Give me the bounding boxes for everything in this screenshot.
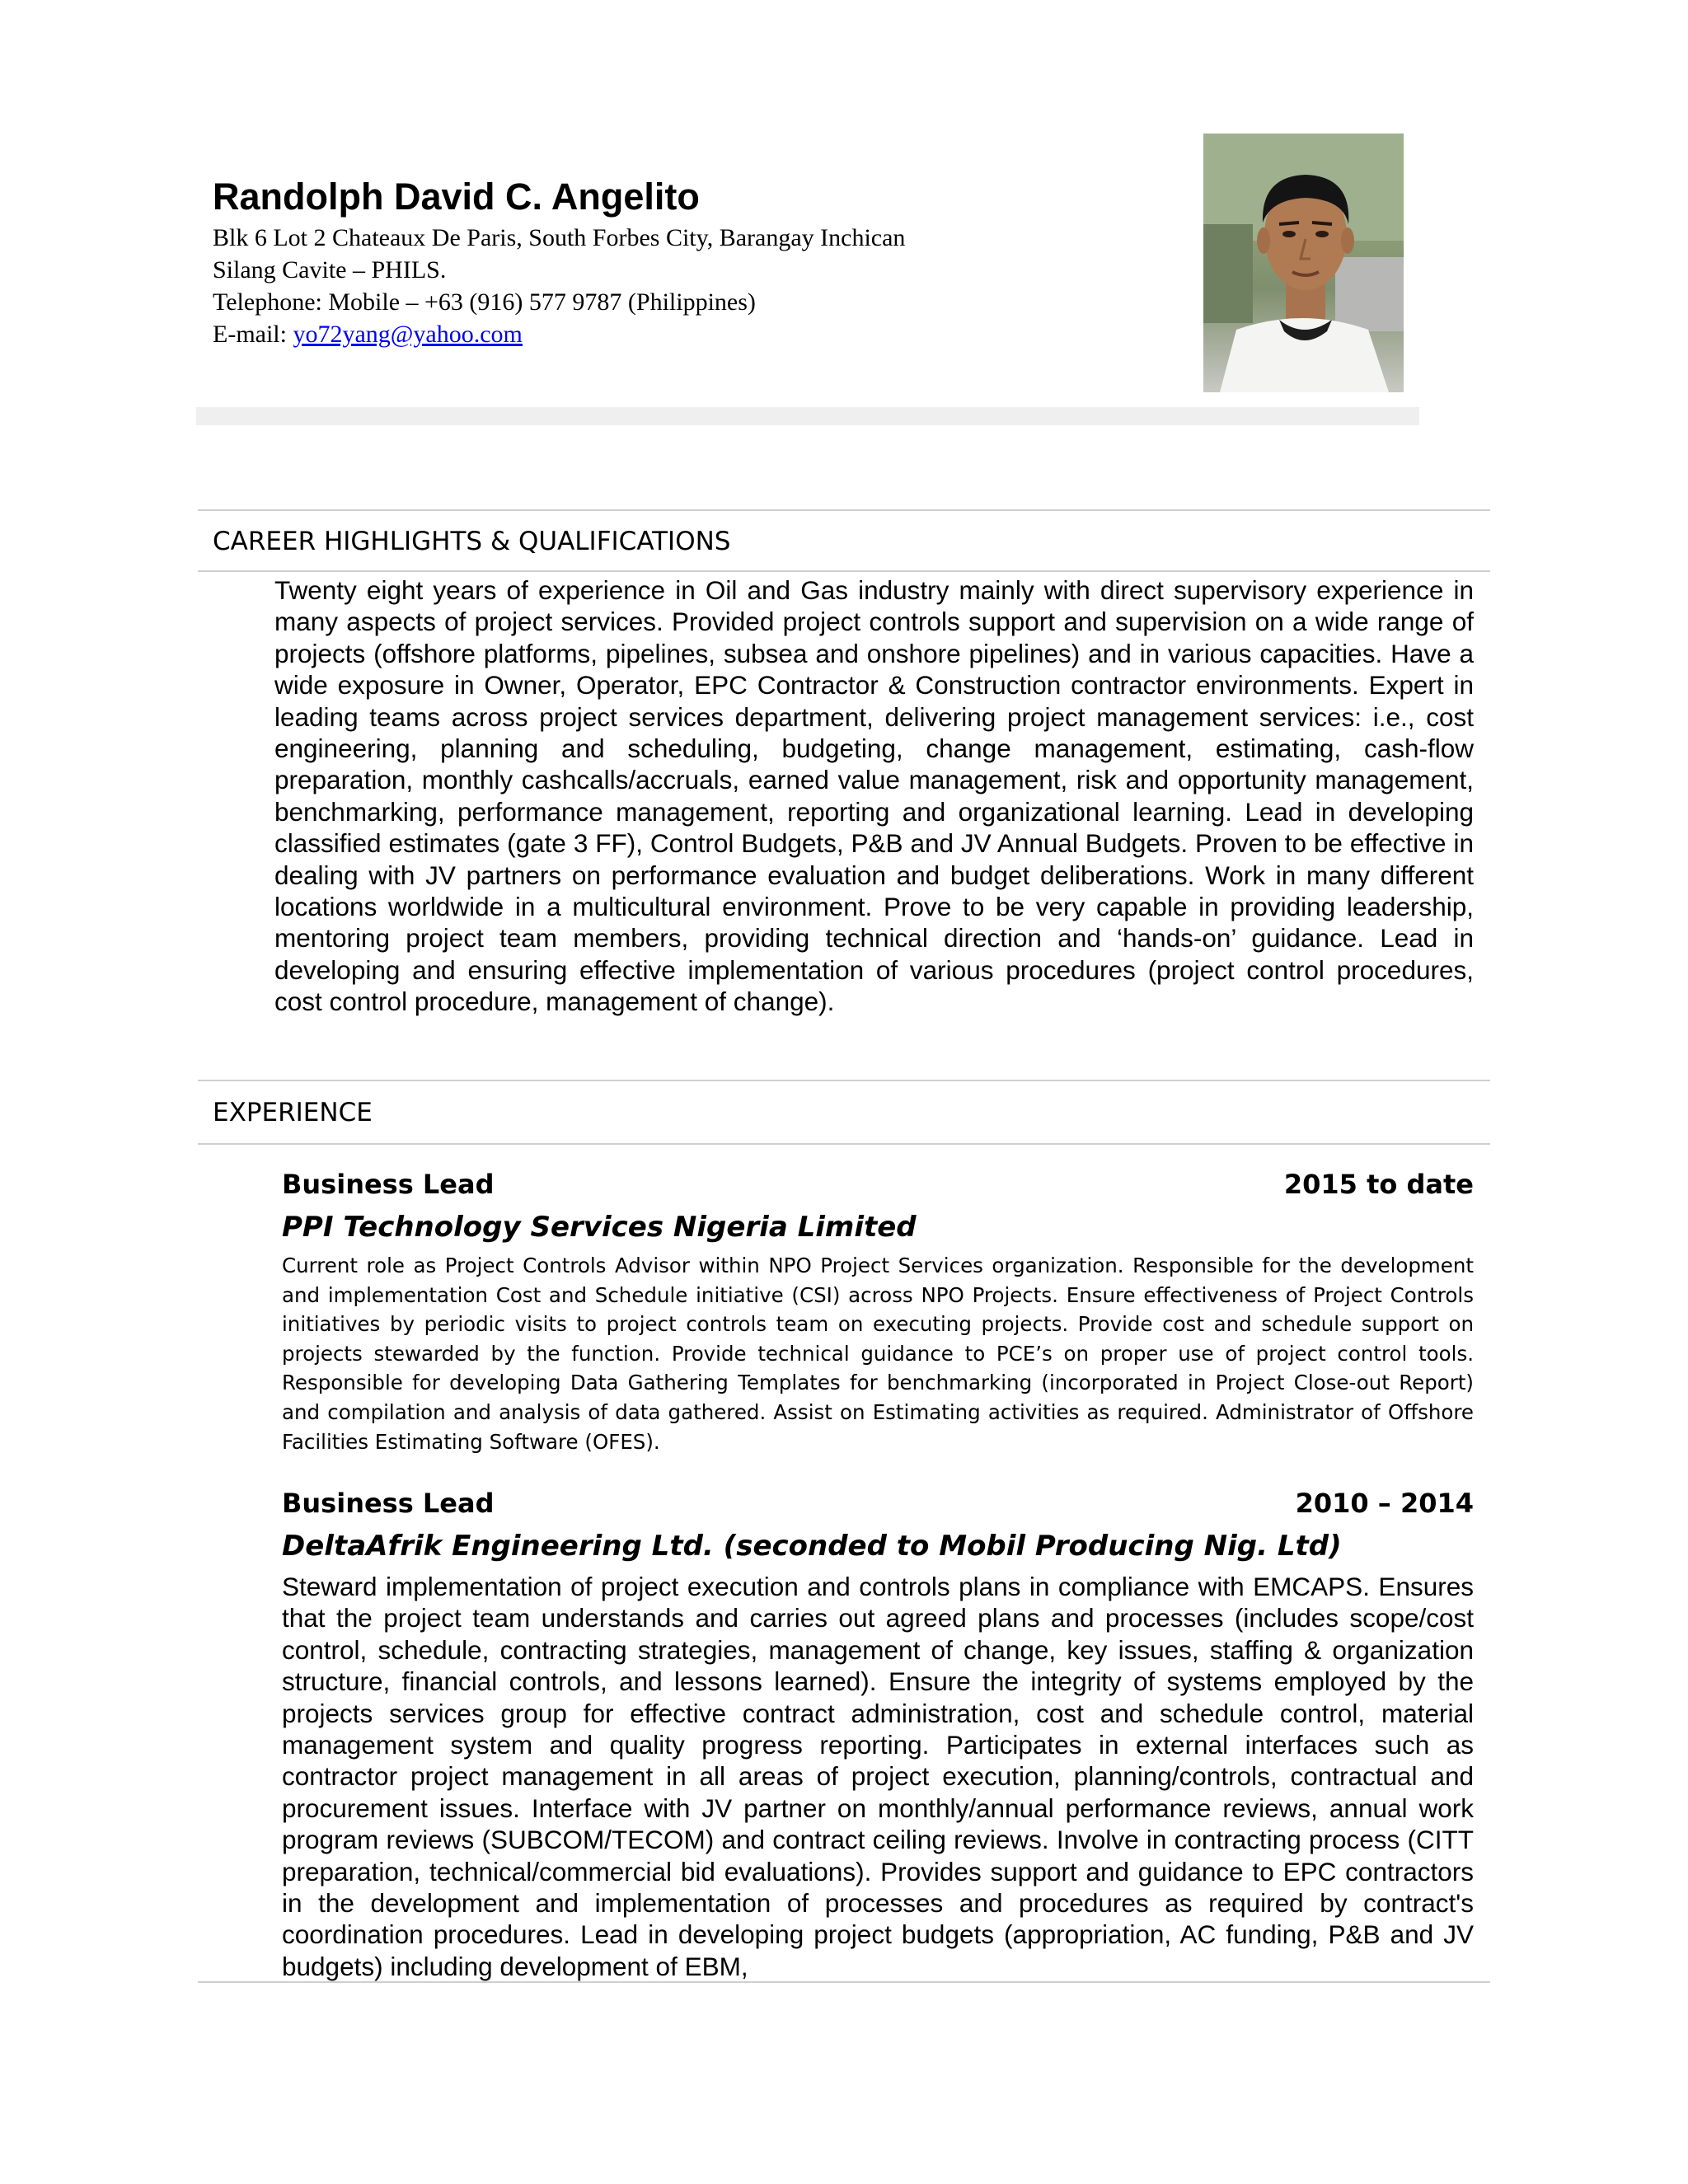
header-divider-bar	[196, 407, 1419, 425]
candidate-name: Randolph David C. Angelito	[213, 176, 700, 218]
section-rule-top	[198, 509, 1490, 511]
job-company: PPI Technology Services Nigeria Limited	[282, 1211, 917, 1244]
portrait-illustration	[1203, 134, 1404, 392]
email-label: E-mail:	[213, 321, 293, 348]
experience-section-title: EXPERIENCE	[213, 1098, 373, 1127]
job-description: Current role as Project Controls Advisor within NPO Project Services organization. Responsible for the development and implementation Cost and Schedule initiative (CSI) across NPO Projects. Ensure effectiveness of Project Controls initiatives by periodic visits to project controls team on executing projects. Provide cost and schedule support on projects stewarded by the function. Provide technical guidance to PCE’s on proper use of project control tools. Responsible for developing Data Gathering Templates for benchmarking (incorporated in Project Close-out Report) and compilation and analysis of data gathered. Assist on Estimating activities as required. Administrator of Offshore Facilities Estimating Software (OFES).	[282, 1254, 1474, 1454]
job-title: Business Lead	[282, 1488, 495, 1519]
profile-photo	[1203, 134, 1404, 392]
telephone-line: Telephone: Mobile – +63 (916) 577 9787 (Philippines)	[213, 288, 756, 316]
job-title: Business Lead	[282, 1169, 495, 1200]
page-bottom-rule	[198, 1981, 1490, 1983]
email-link[interactable]: yo72yang@yahoo.com	[293, 321, 523, 348]
section-rule-bottom	[198, 570, 1490, 572]
career-summary-paragraph: Twenty eight years of experience in Oil and Gas industry mainly with direct supervisory experience in many aspects of project services. Provided project controls support and supervision on a wide range of projects (offshore platforms, pipelines, subsea and onshore pipelines) and in various capacities. Have a wide exposure in Owner, Operator, EPC Contractor & Construction contractor environments. Expert in leading teams across project services department, delivering project management services: i.e., cost engineering, planning and scheduling, budgeting, change management, estimating, cash-flow preparation, monthly cashcalls/accruals, earned value management, risk and opportunity management, benchmarking, performance management, reporting and organizational learning. Lead in developing classified estimates (gate 3 FF), Control Budgets, P&B and JV Annual Budgets. Proven to be effective in dealing with JV partners on performance evaluation and budget deliberations. Work in many different locations worldwide in a multicultural environment. Prove to be very capable in providing leadership, mentoring project team members, providing technical direction and ‘hands-on’ guidance. Lead in developing and ensuring effective implementation of various procedures (project control procedures, cost control procedure, management of change).	[274, 575, 1474, 1017]
career-section-title: CAREER HIGHLIGHTS & QUALIFICATIONS	[213, 527, 731, 556]
email-line	[213, 319, 523, 350]
job-dates: 2015 to date	[1283, 1169, 1474, 1200]
address-line-2: Silang Cavite – PHILS.	[213, 256, 447, 284]
section-rule-bottom	[198, 1143, 1490, 1145]
job-dates: 2010 – 2014	[1295, 1488, 1474, 1519]
job-company: DeltaAfrik Engineering Ltd. (seconded to Mobil Producing Nig. Ltd)	[282, 1530, 1342, 1563]
address-line-1: Blk 6 Lot 2 Chateaux De Paris, South Forbes City, Barangay Inchican	[213, 224, 906, 251]
section-rule-top	[198, 1080, 1490, 1081]
job-description: Steward implementation of project execution and controls plans in compliance with EMCAPS. Ensures that the project team understands and carries out agreed plans and processes (includes scope/cost control, schedule, contracting strategies, management of change, key issues, staffing & organization structure, financial controls, and lessons learned). Ensure the integrity of systems employed by the projects services group for effective contract administration, cost and schedule control, material management system and quality progress reporting. Participates in external interfaces such as contractor project management in all areas of project execution, planning/controls, contractual and procurement issues. Interface with JV partner on monthly/annual performance reviews, annual work program reviews (SUBCOM/TECOM) and contract ceiling reviews. Involve in contracting process (CITT preparation, technical/commercial bid evaluations). Provides support and guidance to EPC contractors in the development and implementation of processes and procedures as required by contract's coordination procedures. Lead in developing project budgets (appropriation, AC funding, P&B and JV budgets) including development of EBM,	[282, 1572, 1474, 1981]
